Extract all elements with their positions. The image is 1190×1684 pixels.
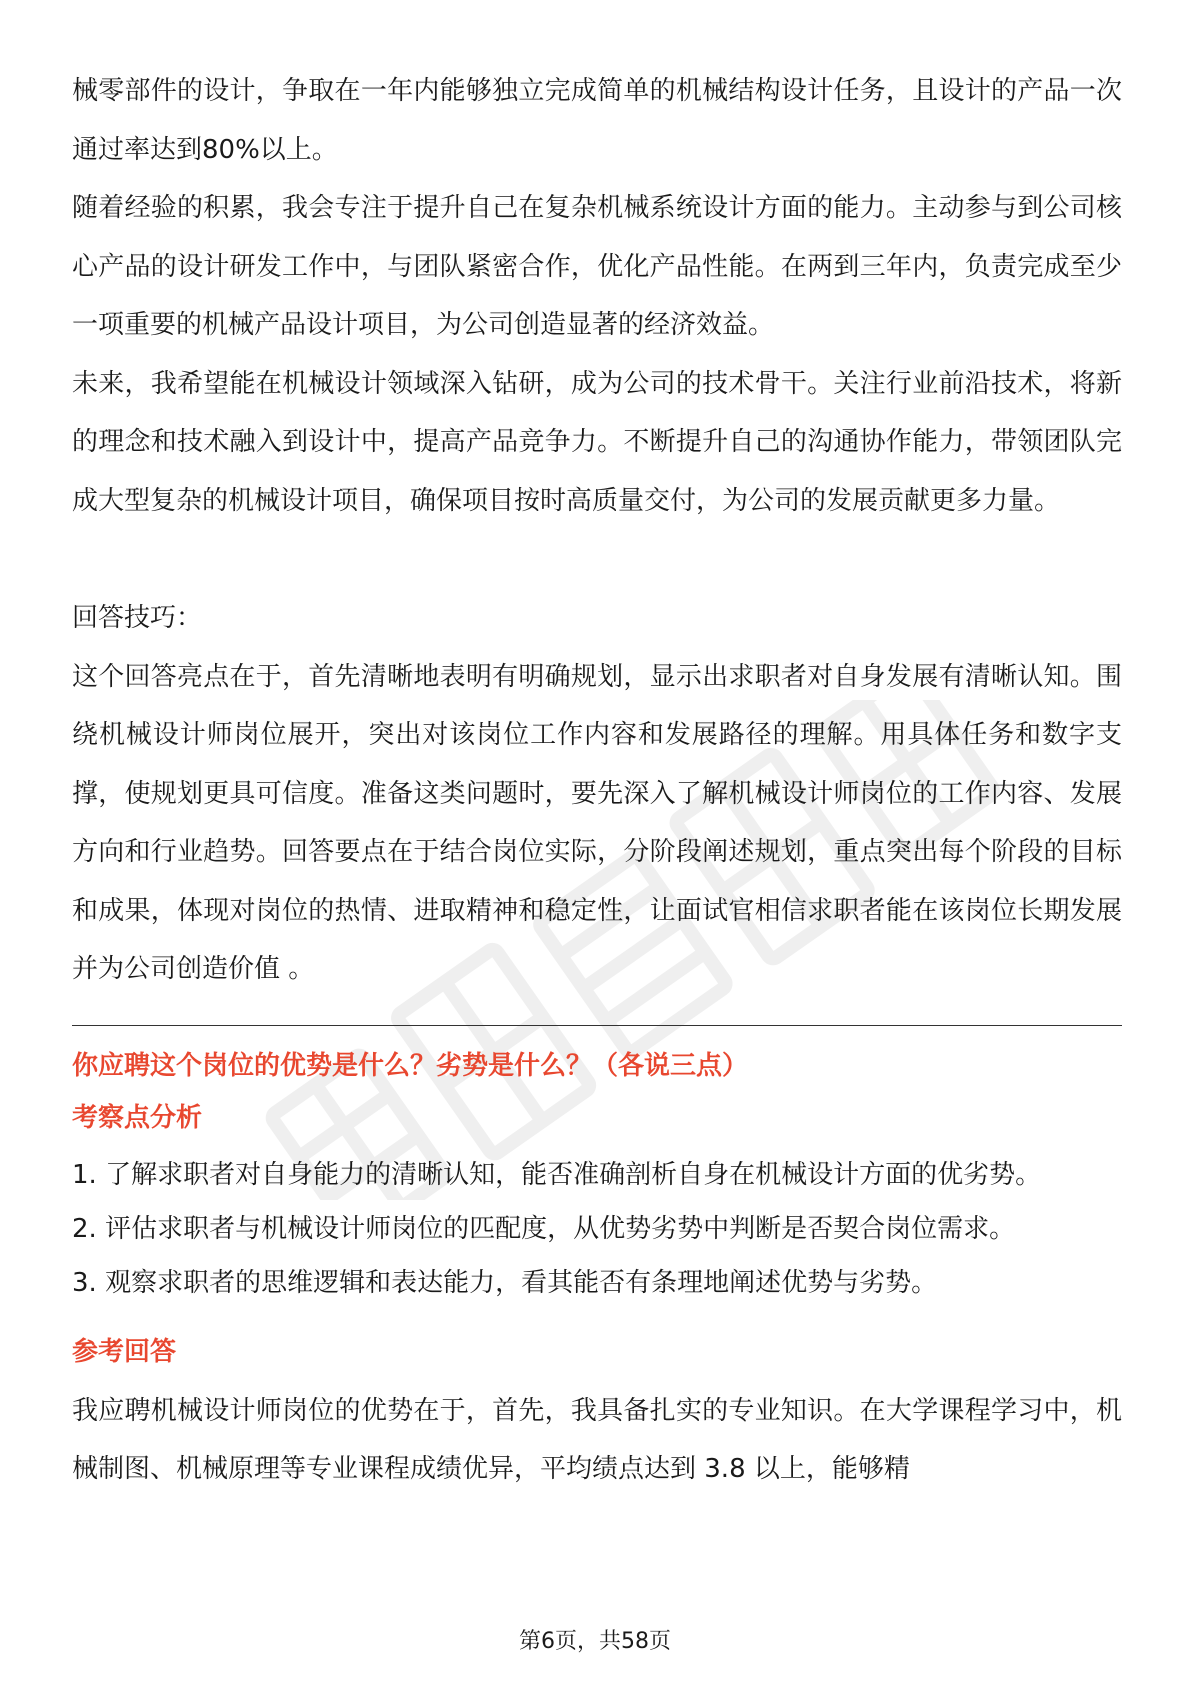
section-divider: [72, 1025, 1122, 1026]
analysis-heading: 考察点分析: [72, 1102, 203, 1133]
page-footer: 第6页，共58页: [519, 1629, 671, 1654]
reference-paragraph: 我应聘机械设计师岗位的优势在于，首先，我具备扎实的专业知识。在大学课程学习中，机械制图、机械原理等专业课程成绩优异，平均绩点达到 3.8 以上，能够精: [72, 1395, 1122, 1484]
tips-paragraph: 这个回答亮点在于，首先清晰地表明有明确规划，显示出求职者对自身发展有清晰认知。围绕机械设计师岗位展开，突出对该岗位工作内容和发展路径的理解。用具体任务和数字支撑，使规划更具可信度。准备这类问题时，要先深入了解机械设计师岗位的工作内容、发展方向和行业趋势。回答要点在于结合岗位实际，分阶段阐述规划，重点突出每个阶段的目标和成果，体现对岗位的热情、进取精神和稳定性，让面试官相信求职者能在该岗位长期发展并为公司创造价值 。: [72, 661, 1122, 984]
analysis-item: 1. 了解求职者对自身能力的清晰认知，能否准确剖析自身在机械设计方面的优劣势。: [72, 1159, 1042, 1190]
section-gap: [72, 1310, 1122, 1332]
paragraph-plan-stage-3: 未来，我希望能在机械设计领域深入钻研，成为公司的技术骨干。关注行业前沿技术，将新的理念和技术融入到设计中，提高产品竞争力。不断提升自己的沟通协作能力，带领团队完成大型复杂的机械设计项目，确保项目按时高质量交付，为公司的发展贡献更多力量。: [72, 368, 1122, 516]
document-content: [72, 62, 1122, 1499]
paragraph-plan-stage-2: 随着经验的积累，我会专注于提升自己在复杂机械系统设计方面的能力。主动参与到公司核心产品的设计研发工作中，与团队紧密合作，优化产品性能。在两到三年内，负责完成至少一项重要的机械产品设计项目，为公司创造显著的经济效益。: [72, 193, 1122, 340]
question-title: 你应聘这个岗位的优势是什么？劣势是什么？（各说三点）: [72, 1050, 749, 1081]
analysis-item: 2. 评估求职者与机械设计师岗位的匹配度，从优势劣势中判断是否契合岗位需求。: [72, 1213, 1016, 1244]
paragraph-spacer: [72, 530, 1122, 589]
tips-label: 回答技巧：: [72, 603, 203, 633]
analysis-item: 3. 观察求职者的思维逻辑和表达能力，看其能否有条理地阐述优势与劣势。: [72, 1267, 938, 1298]
reference-heading: 参考回答: [72, 1336, 177, 1367]
paragraph-plan-stage-1: 械零部件的设计，争取在一年内能够独立完成简单的机械结构设计任务，且设计的产品一次通过率达到80%以上。: [72, 76, 1122, 165]
